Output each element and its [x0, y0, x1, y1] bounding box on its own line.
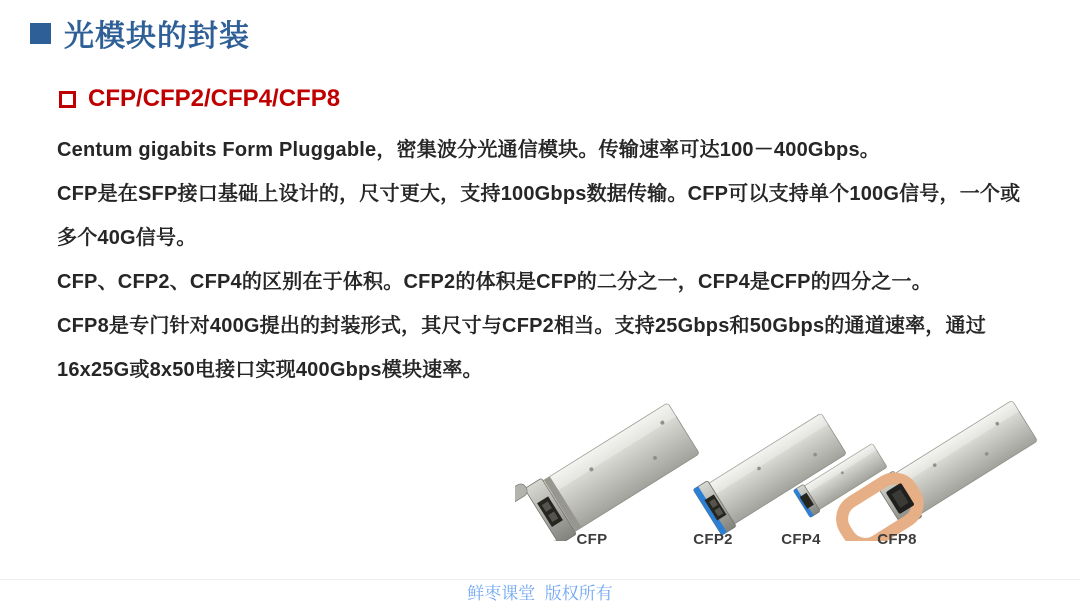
- body-line: CFP、CFP2、CFP4的区别在于体积。CFP2的体积是CFP的二分之一，CFP4是CFP的四分之一。: [57, 271, 932, 293]
- footer-watermark: 鲜枣课堂 版权所有: [467, 584, 613, 603]
- module-label-cfp2: CFP2: [693, 531, 733, 548]
- section-heading: CFP/CFP2/CFP4/CFP8: [88, 85, 341, 112]
- cfp-module-image: [515, 401, 705, 541]
- body-line: 16x25G或8x50电接口实现400Gbps模块速率。: [57, 359, 483, 381]
- square-bullet-icon: [30, 23, 51, 44]
- transceiver-modules-image: [515, 401, 1080, 541]
- body-line: CFP8是专门针对400G提出的封装形式，其尺寸与CFP2相当。支持25Gbps和50Gbps的通道速率，通过: [57, 315, 986, 337]
- body-line: CFP是在SFP接口基础上设计的，尺寸更大，支持100Gbps数据传输。CFP可以支持单个100G信号，一个或: [57, 183, 1021, 205]
- module-label-cfp8: CFP8: [877, 531, 917, 548]
- body-line: 多个40G信号。: [57, 227, 197, 249]
- page-title: 光模块的封装: [64, 20, 250, 53]
- body-text-block: [57, 128, 1037, 392]
- footer-divider: [0, 579, 1080, 580]
- module-label-cfp4: CFP4: [781, 531, 821, 548]
- transceiver-modules-figure: [515, 401, 1080, 541]
- hollow-square-bullet-icon: [59, 91, 76, 108]
- module-label-cfp: CFP: [576, 531, 608, 548]
- body-line: Centum gigabits Form Pluggable，密集波分光通信模块。传输速率可达100－400Gbps。: [57, 139, 881, 161]
